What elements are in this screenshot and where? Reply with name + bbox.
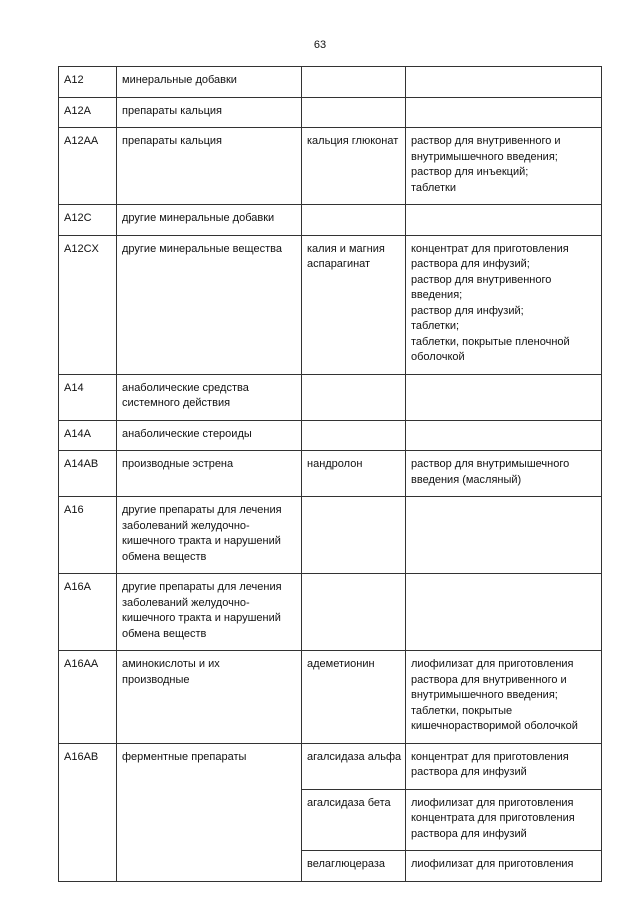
anatomical-group-cell — [117, 743, 302, 881]
cell-text-line: раствора для внутривенного и — [411, 673, 567, 686]
atc-code-cell: A12AA — [59, 128, 117, 205]
cell-text-line: другие препараты для лечения — [122, 581, 282, 593]
cell-text-line: аспарагинат — [307, 258, 371, 270]
anatomical-group-cell — [117, 374, 302, 420]
anatomical-group-cell — [117, 420, 302, 451]
dosage-form-cell — [406, 374, 602, 420]
cell-text-line: другие минеральные добавки — [122, 212, 275, 224]
table-row — [59, 451, 602, 497]
cell-text-line: таблетки, покрытые пленочной — [411, 335, 570, 348]
cell-text-line: раствора для инфузий — [411, 827, 527, 840]
atc-code-cell: A14A — [59, 420, 117, 451]
dosage-form-cell — [406, 851, 602, 882]
dosage-form-cell — [406, 574, 602, 651]
cell-text-line: заболеваний желудочно- — [122, 519, 250, 532]
atc-code-cell: A14AB — [59, 451, 117, 497]
cell-text-line: велаглюцераза — [307, 858, 386, 870]
dosage-form-cell — [406, 789, 602, 851]
atc-code-cell: A16AB — [59, 743, 117, 881]
cell-text-line: минеральные добавки — [122, 74, 237, 86]
cell-text-line: аминокислоты и их — [122, 658, 220, 670]
cell-text-line: раствора для инфузий; — [411, 258, 530, 270]
table-row — [59, 420, 602, 451]
dosage-form-cell — [406, 651, 602, 744]
atc-code-cell: A16 — [59, 497, 117, 574]
anatomical-group-cell — [117, 67, 302, 98]
cell-text-line: препараты кальция — [122, 104, 222, 117]
cell-text-line: лиофилизат для приготовления — [411, 796, 574, 809]
cell-text-line: анаболические средства — [122, 381, 249, 394]
table-row — [59, 574, 602, 651]
table-row — [59, 651, 602, 744]
atc-code-cell: A16A — [59, 574, 117, 651]
anatomical-group-cell — [117, 97, 302, 128]
cell-text-line: другие минеральные вещества — [122, 242, 282, 255]
atc-code-cell: A16AA — [59, 651, 117, 744]
cell-text-line: кишечнорастворимой оболочкой — [411, 720, 578, 732]
cell-text-line: анаболические стероиды — [122, 427, 252, 440]
cell-text-line: введения; — [411, 289, 463, 301]
cell-text-line: калия и магния — [307, 242, 385, 255]
cell-text-line: таблетки; — [411, 320, 460, 332]
cell-text-line: обмена веществ — [122, 550, 207, 563]
table-row — [59, 97, 602, 128]
anatomical-group-cell — [117, 651, 302, 744]
cell-text-line: нандролон — [307, 458, 363, 470]
table-row — [59, 497, 602, 574]
cell-text-line: заболеваний желудочно- — [122, 596, 250, 609]
atc-code-cell: A12CX — [59, 235, 117, 374]
cell-text-line: раствор для внутримышечного — [411, 458, 570, 470]
dosage-form-cell — [406, 67, 602, 98]
dosage-form-cell — [406, 97, 602, 128]
drug-name-cell — [302, 651, 406, 744]
cell-text-line: раствор для внутривенного — [411, 273, 552, 286]
cell-text-line: ферментные препараты — [122, 750, 247, 763]
drug-name-cell — [302, 451, 406, 497]
drug-table — [58, 66, 602, 882]
drug-name-cell — [302, 374, 406, 420]
drug-name-cell — [302, 128, 406, 205]
drug-name-cell — [302, 789, 406, 851]
atc-code-cell: A12A — [59, 97, 117, 128]
dosage-form-cell — [406, 205, 602, 236]
cell-text-line: раствора для инфузий — [411, 766, 527, 778]
cell-text-line: кишечного тракта и нарушений — [122, 535, 281, 547]
anatomical-group-cell — [117, 235, 302, 374]
cell-text-line: системного действия — [122, 397, 231, 409]
cell-text-line: адеметионин — [307, 658, 375, 670]
atc-code-cell: A14 — [59, 374, 117, 420]
anatomical-group-cell — [117, 451, 302, 497]
anatomical-group-cell — [117, 128, 302, 205]
cell-text-line: раствор для внутривенного и — [411, 135, 561, 147]
cell-text-line: обмена веществ — [122, 627, 207, 640]
atc-code-cell: A12C — [59, 205, 117, 236]
dosage-form-cell — [406, 235, 602, 374]
dosage-form-cell — [406, 420, 602, 451]
cell-text-line: кальция глюконат — [307, 135, 399, 147]
cell-text-line: агалсидаза альфа — [307, 750, 402, 763]
drug-name-cell — [302, 851, 406, 882]
cell-text-line: лиофилизат для приготовления — [411, 658, 574, 670]
cell-text-line: лиофилизат для приготовления — [411, 858, 574, 870]
cell-text-line: введения (масляный) — [411, 473, 522, 486]
table-row — [59, 128, 602, 205]
cell-text-line: кишечного тракта и нарушений — [122, 612, 281, 624]
drug-name-cell — [302, 235, 406, 374]
dosage-form-cell — [406, 451, 602, 497]
cell-text-line: таблетки — [411, 181, 457, 194]
anatomical-group-cell — [117, 574, 302, 651]
table-row — [59, 374, 602, 420]
drug-name-cell — [302, 67, 406, 98]
cell-text-line: внутримышечного введения; — [411, 150, 558, 163]
atc-code-cell: A12 — [59, 67, 117, 98]
page-number: 63 — [313, 39, 327, 51]
cell-text-line: оболочкой — [411, 351, 465, 363]
anatomical-group-cell — [117, 205, 302, 236]
drug-name-cell — [302, 205, 406, 236]
table-row — [59, 67, 602, 98]
drug-name-cell — [302, 574, 406, 651]
cell-text-line: концентрат для приготовления — [411, 750, 569, 763]
cell-text-line: производные — [122, 673, 190, 686]
table-row — [59, 205, 602, 236]
anatomical-group-cell — [117, 497, 302, 574]
dosage-form-cell — [406, 743, 602, 789]
dosage-form-cell — [406, 128, 602, 205]
cell-text-line: раствор для инфузий; — [411, 304, 524, 317]
cell-text-line: раствор для инъекций; — [411, 166, 529, 178]
drug-name-cell — [302, 97, 406, 128]
drug-name-cell — [302, 420, 406, 451]
dosage-form-cell — [406, 497, 602, 574]
cell-text-line: производные эстрена — [122, 458, 234, 470]
drug-name-cell — [302, 497, 406, 574]
cell-text-line: внутримышечного введения; — [411, 689, 558, 701]
cell-text-line: таблетки, покрытые — [411, 704, 513, 717]
cell-text-line: концентрат для приготовления — [411, 242, 569, 255]
table-row — [59, 743, 602, 789]
drug-name-cell — [302, 743, 406, 789]
cell-text-line: другие препараты для лечения — [122, 504, 282, 516]
cell-text-line: препараты кальция — [122, 135, 222, 147]
table-row — [59, 235, 602, 374]
cell-text-line: агалсидаза бета — [307, 796, 391, 809]
cell-text-line: концентрата для приготовления — [411, 812, 575, 824]
